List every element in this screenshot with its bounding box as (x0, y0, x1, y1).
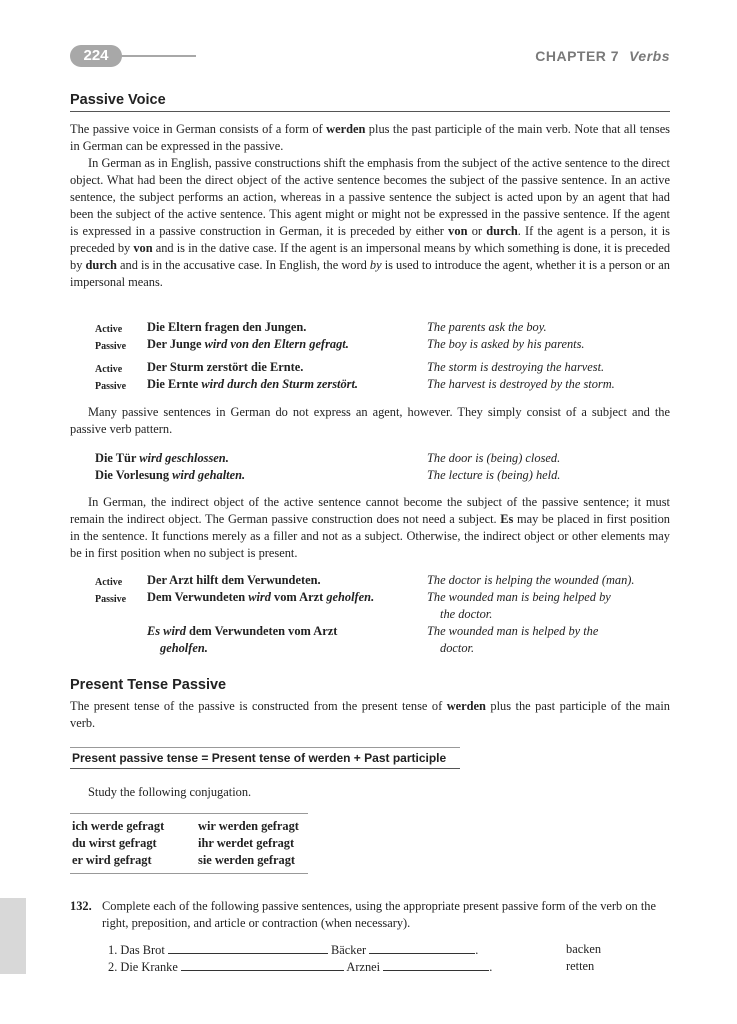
example-english: The doctor is helping the wounded (man). (427, 573, 635, 587)
exercise-item: 2. Die Kranke Arznei . (108, 960, 493, 974)
answer-blank[interactable] (168, 941, 328, 954)
paragraph-4: In German, the indirect object of the active sentence cannot become the subject of the passive sentence; it must remain the indirect object. The German passive construction does not need a subject. Es may be placed in first position in the sentence. It functions merely as a filler and not as a subject. Otherwise, the indirect object or other elements may be in first position when no subject is present. (70, 495, 670, 560)
example-tag: Passive (95, 594, 127, 605)
example-tag: Active (95, 577, 123, 588)
chapter-header (535, 48, 670, 64)
example-english: The lecture is (being) held. (427, 468, 561, 482)
exercise-verb: retten (566, 959, 595, 973)
example-german: Der Junge wird von den Eltern gefragt. (147, 337, 349, 351)
example-tag: Passive (95, 341, 127, 352)
example-tag: Active (95, 324, 123, 335)
conjugation-row: du wirst gefragt ihr werdet gefragt (72, 836, 295, 850)
formula-box (70, 747, 460, 769)
chapter-title: Verbs (629, 48, 670, 64)
answer-blank[interactable] (383, 958, 489, 971)
example-english: The door is (being) closed. (427, 451, 561, 465)
exercise-text: Complete each of the following passive sentences, using the appropriate present passive form of the verb on the right, preposition, and article or contraction (when necessary). (102, 899, 656, 930)
answer-blank[interactable] (181, 958, 344, 971)
conjugation-row: er wird gefragt sie werden gefragt (72, 853, 296, 867)
example-german: geholfen. (160, 641, 208, 655)
example-english: the doctor. (440, 607, 493, 621)
paragraph-3: Many passive sentences in German do not express an agent, however. They simply consist of a subject and the passive verb pattern. (70, 405, 670, 436)
heading-present-tense-passive: Present Tense Passive (70, 677, 227, 693)
exercise-instruction (70, 898, 670, 932)
exercise-number: 132. (70, 899, 92, 913)
example-german: Der Sturm zerstört die Ernte. (147, 360, 304, 374)
conjugation-table (70, 813, 308, 874)
example-german: Der Arzt hilft dem Verwundeten. (147, 573, 321, 587)
example-tag: Active (95, 364, 123, 375)
page-number: 224 (70, 45, 122, 67)
formula-text: Present passive tense = Present tense of werden + Past participle (72, 751, 447, 765)
example-german: Die Vorlesung wird gehalten. (95, 468, 246, 482)
conjugation-row: ich werde gefragt wir werden gefragt (72, 819, 299, 833)
example-tag: Passive (95, 381, 127, 392)
example-german: Es wird dem Verwundeten vom Arzt (147, 624, 338, 638)
paragraph-1: The passive voice in German consists of a form of werden plus the past participle of the main verb. Note that all tenses in German can be expressed in the passive. (70, 122, 671, 153)
example-english: The wounded man is being helped by (427, 590, 611, 604)
chapter-label: CHAPTER 7 (535, 48, 620, 64)
example-english: The wounded man is helped by the (427, 624, 599, 638)
example-german: Die Tür wird geschlossen. (95, 451, 229, 465)
heading-rule (70, 111, 670, 112)
example-english: The harvest is destroyed by the storm. (427, 377, 615, 391)
side-thumb-tab (0, 898, 26, 974)
page-number-rule (120, 55, 196, 57)
present-paragraph: The present tense of the passive is constructed from the present tense of werden plus the past participle of the main verb. (70, 699, 670, 730)
answer-blank[interactable] (369, 941, 475, 954)
passive-intro (70, 121, 670, 291)
example-english: The parents ask the boy. (427, 320, 547, 334)
exercise-verb: backen (566, 942, 602, 956)
heading-passive-voice: Passive Voice (70, 92, 166, 108)
example-english: The storm is destroying the harvest. (427, 360, 605, 374)
exercise-item: 1. Das Brot Bäcker . (108, 943, 479, 957)
example-german: Die Eltern fragen den Jungen. (147, 320, 307, 334)
example-english: The boy is asked by his parents. (427, 337, 585, 351)
study-instruction: Study the following conjugation. (88, 785, 252, 799)
paragraph-2: In German as in English, passive constructions shift the emphasis from the subject of the active sentence to the direct object. What had been the direct object of the active sentence becomes the subject of the passive sentence. In an active sentence, the subject performs an action, whereas in a passive sentence the subject is acted upon by an agent that had been the subject of the active sentence. This agent might or might not be expressed in the passive sentence. If the agent is expressed in a passive construction in German, it is preceded by either von or durch. If the agent is a person, it is preceded by von and is in the dative case. If the agent is an impersonal means by which something is done, it is preceded by durch and is in the accusative case. In English, the word by is used to introduce the agent, whether it is a person or an impersonal means. (70, 156, 671, 289)
example-german: Dem Verwundeten wird vom Arzt geholfen. (147, 590, 375, 604)
example-german: Die Ernte wird durch den Sturm zerstört. (147, 377, 359, 391)
example-english: doctor. (440, 641, 475, 655)
